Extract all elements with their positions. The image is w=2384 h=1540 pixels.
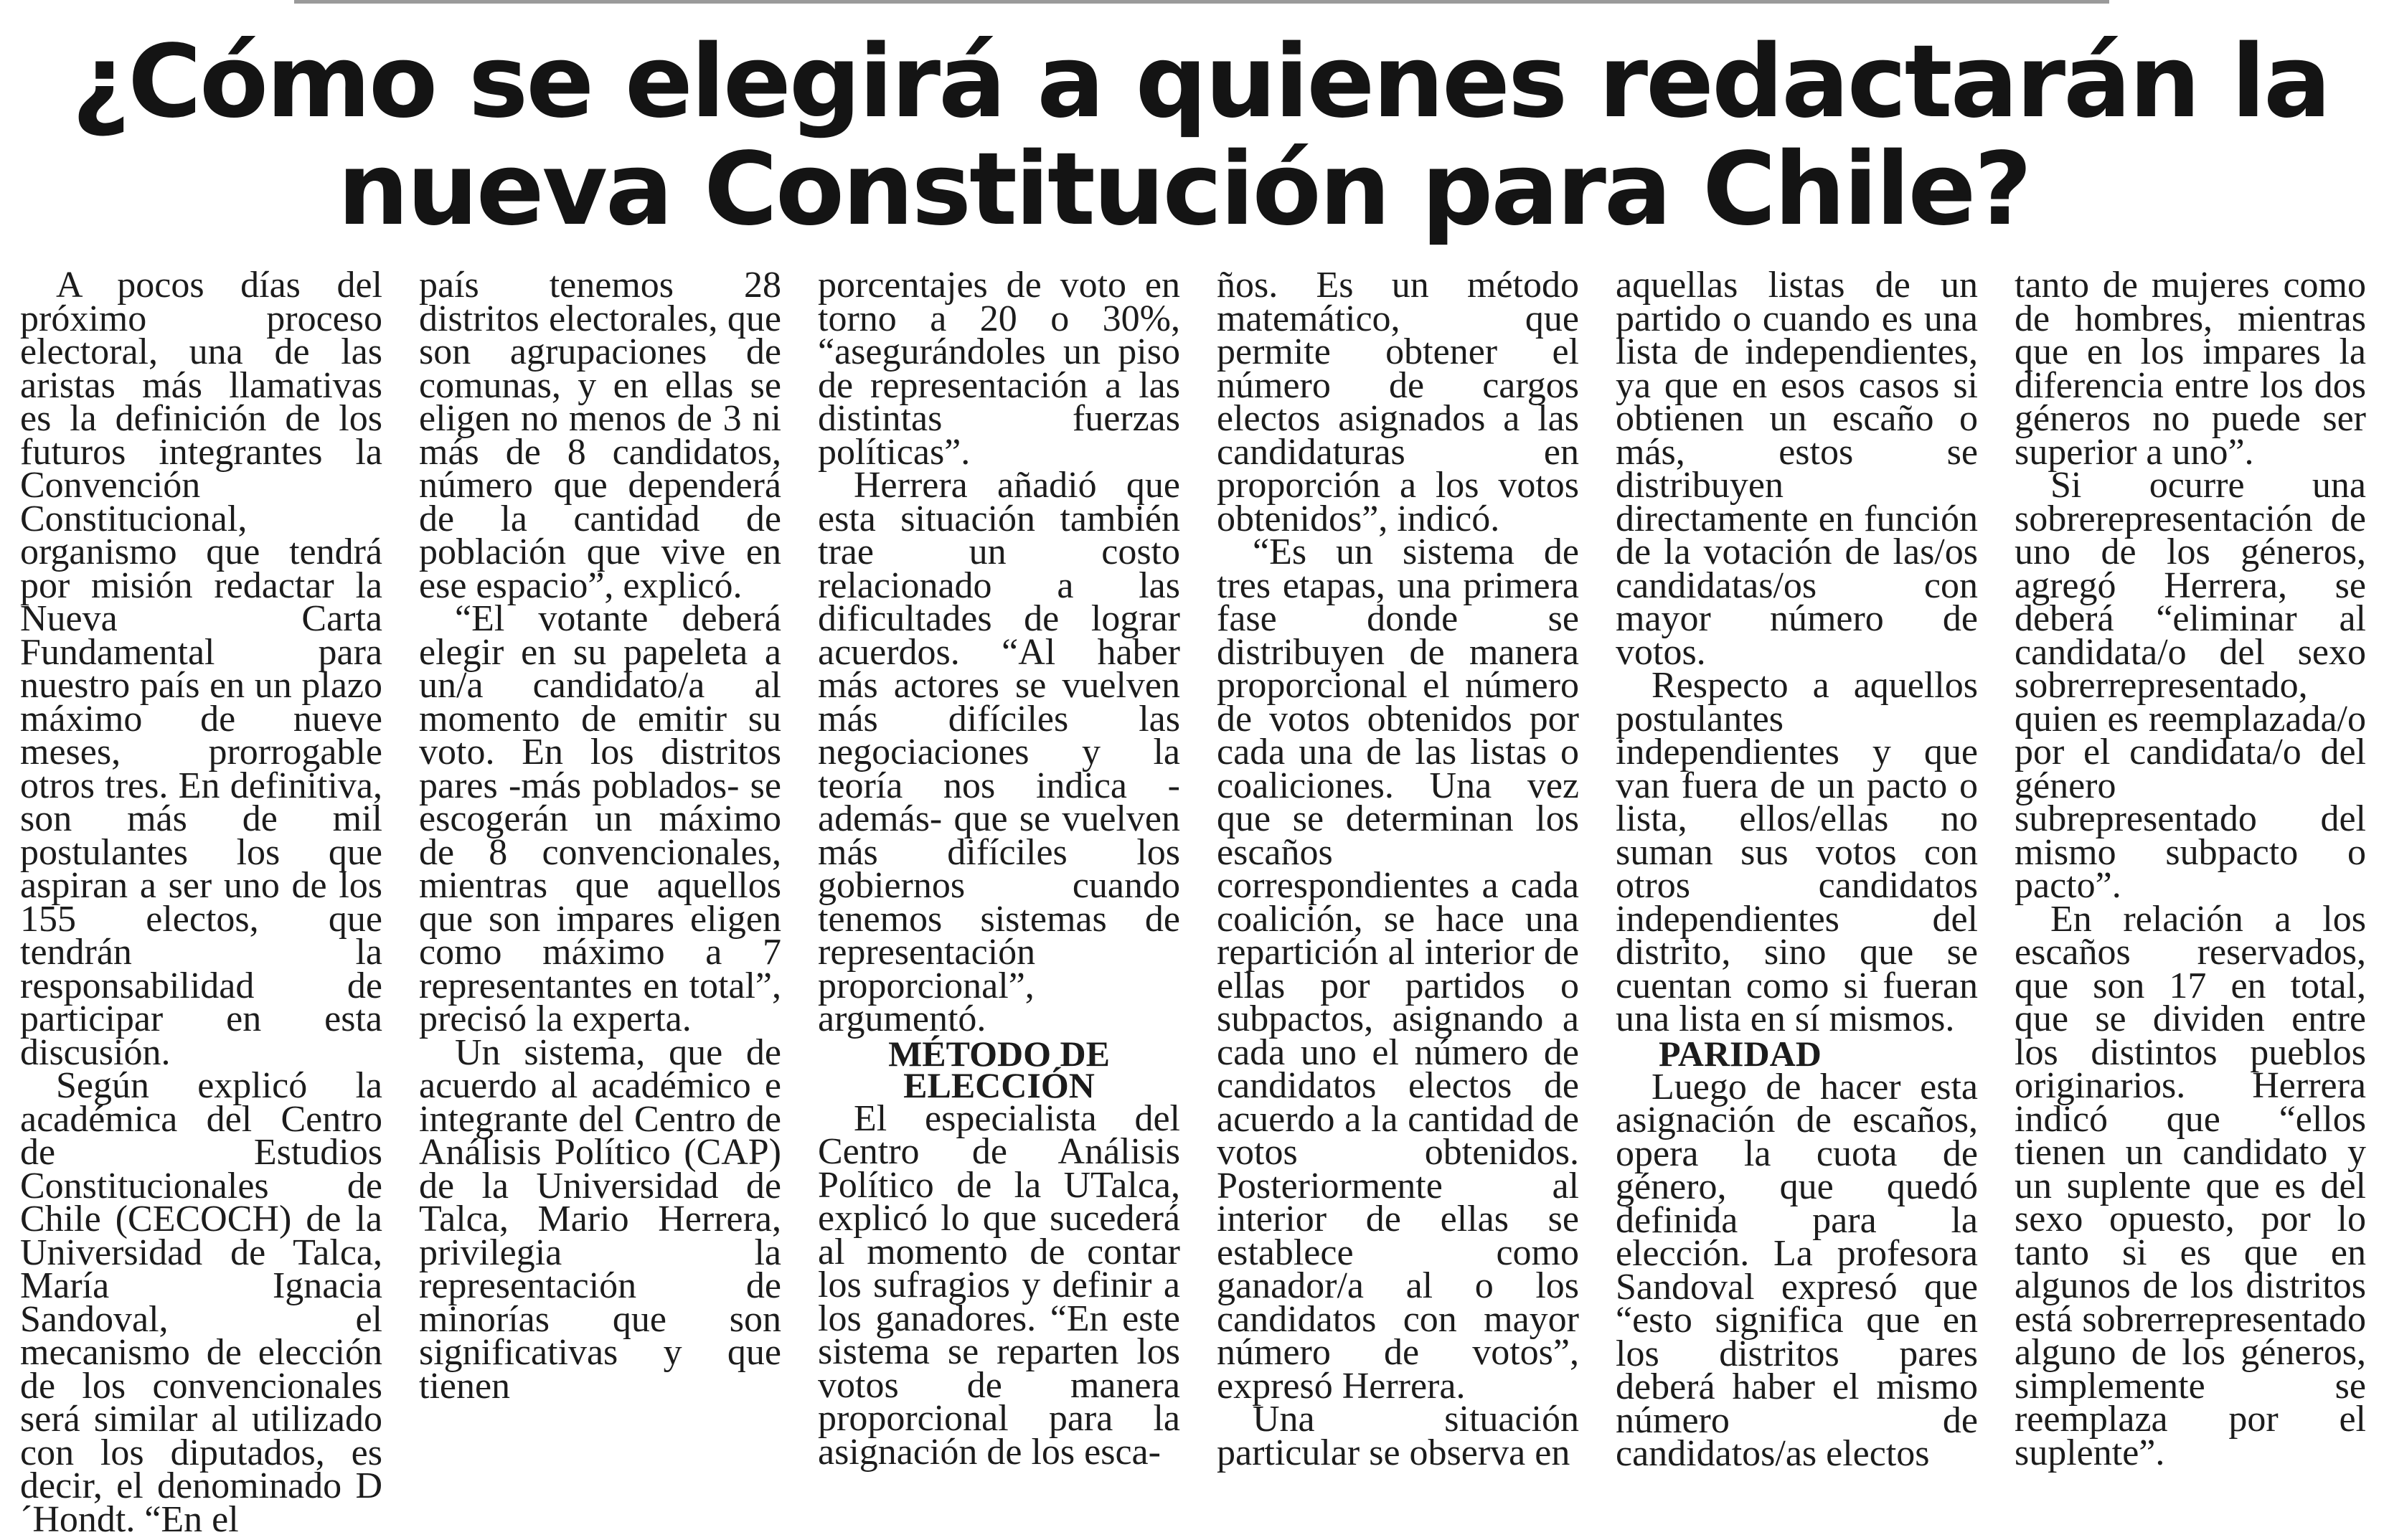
headline [72, 24, 2329, 248]
article-column-1 [20, 265, 382, 1540]
top-rule [294, 0, 2109, 4]
headline-line-2: nueva Constitución para Chile? [337, 131, 2030, 248]
paragraph: Una situación particular se observa en [1217, 1399, 1579, 1473]
article-column-4 [1217, 265, 1579, 1473]
subhead-metodo-de-eleccion: MÉTODO DE ELECCIÓN [888, 1033, 1110, 1105]
article-column-3 [818, 265, 1180, 1473]
paragraph: En relación a los escaños reservados, que son 17 en total, que se dividen entre los distintos pueblos originarios. Herrera indicó que “ellos tienen un candidato y un suplente que es del sexo opuesto, por lo tanto si es que en algunos de los distritos está sobrerrepresentado alguno de los géneros, simplemente se reemplaza por el suplente”. [2015, 898, 2366, 1473]
paragraph-continued: aquellas listas de un partido o cuando es una lista de independientes, ya que en esos casos si obtienen un escaño o más, estos se distribuyen directamente en función de la votación de las/os candidatas/os con mayor número de votos. [1616, 265, 1978, 673]
paragraph-continued: país tenemos 28 distritos electorales, que son agrupaciones de comunas, y en ellas se eligen no menos de 3 ni más de 8 candidatos, número que dependerá de la cantidad de población que vive en ese espacio”, explicó. [419, 265, 781, 606]
paragraph: Luego de hacer esta asignación de escaños, opera la cuota de género, que quedó definida para la elección. La profesora Sandoval expresó que “esto significa que en los distritos pares deberá haber el mismo número de candidatos/as electos [1616, 1066, 1978, 1474]
article-column-5 [1616, 265, 1978, 1474]
paragraph: Herrera añadió que esta situación también trae un costo relacionado a las dificultades de lograr acuerdos. “Al haber más actores se vuelven más difíciles las negociaciones y la teoría nos indica -además- que se vuelven más difíciles los gobiernos cuando tenemos sistemas de representación proporcional”, argumentó. [818, 465, 1180, 1039]
article-column-6 [2015, 265, 2366, 1473]
paragraph: “Es un sistema de tres etapas, una primera fase donde se distribuyen de manera proporcional el número de votos obtenidos por cada una de las listas o coaliciones. Una vez que se determinan los escaños correspondientes a cada coalición, se hace una repartición al interior de ellas por partidos o subpactos, asignando a cada uno el número de candidatos electos de acuerdo a la cantidad de votos obtenidos. Posteriormente al interior de ellas se establece como ganador/a al o los candidatos con mayor número de votos”, expresó Herrera. [1217, 532, 1579, 1407]
paragraph: Si ocurre una sobrerepresentación de uno de los géneros, agregó Herrera, se deberá “eliminar al candidata/o del sexo sobrerrepresentado, quien es reemplazada/o por el candidata/o del género subrepresentado del mismo subpacto o pacto”. [2015, 465, 2366, 906]
paragraph-continued: tanto de mujeres como de hombres, mientras que en los impares la diferencia entre los dos géneros no puede ser superior a uno”. [2015, 265, 2366, 473]
article-column-2 [419, 265, 781, 1407]
paragraph: Según explicó la académica del Centro de Estudios Constitucionales de Chile (CECOCH) de la Universidad de Talca, María Ignacia Sandoval, el mecanismo de elección de los convencionales será similar al utilizado con los diputados, es decir, el denominado D´Hondt. “En el [20, 1065, 382, 1540]
paragraph-continued: ños. Es un método matemático, que permite obtener el número de cargos electos asignados a las candidaturas en proporción a los votos obtenidos”, indicó. [1217, 265, 1579, 539]
paragraph: Un sistema, que de acuerdo al académico e integrante del Centro de Análisis Político (CAP) de la Universidad de Talca, Mario Herrera, privilegia la representación de minorías que son significativas y que tienen [419, 1031, 781, 1407]
headline-line-1: ¿Cómo se elegirá a quienes redactarán la [72, 24, 2329, 141]
subhead-paridad: PARIDAD [1659, 1033, 1822, 1074]
paragraph: “El votante deberá elegir en su papeleta a un/a candidato/a al momento de emitir su voto. En los distritos pares -más poblados- se escogerán un máximo de 8 convencionales, mientras que aquellos que son impares eligen como máximo a 7 representantes en total”, precisó la experta. [419, 598, 781, 1039]
paragraph: El especialista del Centro de Análisis Político de la UTalca, explicó lo que sucederá al momento de contar los sufragios y definir a los ganadores. “En este sistema se reparten los votos de manera proporcional para la asignación de los esca- [818, 1097, 1180, 1473]
paragraph: Respecto a aquellos postulantes independientes y que van fuera de un pacto o lista, ellos/ellas no suman sus votos con otros candidatos independientes del distrito, sino que se cuentan como si fueran una lista en sí mismos. [1616, 665, 1978, 1039]
paragraph: A pocos días del próximo proceso electoral, una de las aristas más llamativas es la definición de los futuros integrantes la Convención Constitucional, organismo que tendrá por misión redactar la Nueva Carta Fundamental para nuestro país en un plazo máximo de nueve meses, prorrogable otros tres. En definitiva, son más de mil postulantes los que aspiran a ser uno de los 155 electos, que tendrán la responsabilidad de participar en esta discusión. [20, 265, 382, 1073]
paragraph-continued: porcentajes de voto en torno a 20 o 30%, “asegurándoles un piso de representación a las distintas fuerzas políticas”. [818, 265, 1180, 473]
